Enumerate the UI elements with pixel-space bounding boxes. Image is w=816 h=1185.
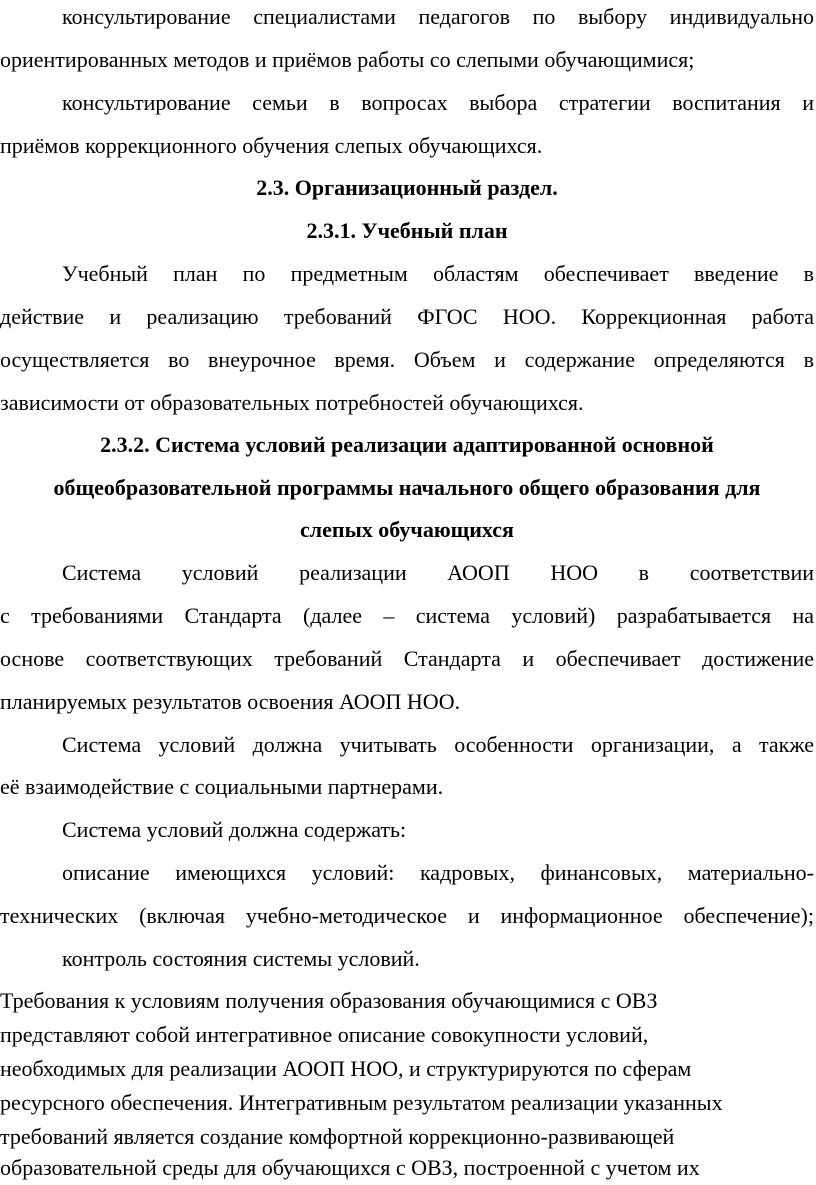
paragraph-line: консультирование семьи в вопросах выбора стратегии воспитания и (62, 90, 814, 115)
paragraph-line: Система условий реализации АООП НОО в соответствии (62, 560, 814, 585)
section-heading: 2.3. Организационный раздел. (256, 175, 558, 200)
paragraph-line: образовательной среды для обучающихся с ОВЗ, построенной с учетом их (0, 1155, 700, 1180)
paragraph-line: Учебный план по предметным областям обеспечивает введение в (62, 261, 814, 286)
paragraph-line: Система условий должна учитывать особенности организации, а также (62, 732, 814, 757)
paragraph-line: основе соответствующих требований Стандарта и обеспечивает достижение (0, 646, 814, 671)
paragraph-line: технических (включая учебно-методическое и информационное обеспечение); (0, 903, 814, 928)
paragraph-line: контроль состояния системы условий. (62, 946, 420, 971)
paragraph-line: требований является создание комфортной коррекционно-развивающей (0, 1124, 675, 1149)
subsection-heading: слепых обучающихся (300, 517, 514, 542)
subsection-heading: 2.3.2. Система условий реализации адаптированной основной (100, 432, 714, 457)
paragraph-line: ориентированных методов и приёмов работы со слепыми обучающимися; (0, 47, 695, 72)
paragraph-line: с требованиями Стандарта (далее – система условий) разрабатывается на (0, 603, 814, 628)
paragraph-line: её взаимодействие с социальными партнерами. (0, 774, 444, 799)
paragraph-line: ресурсного обеспечения. Интегративным результатом реализации указанных (0, 1090, 723, 1115)
paragraph-line: планируемых результатов освоения АООП НОО. (0, 689, 461, 714)
paragraph-line: осуществляется во внеурочное время. Объем и содержание определяются в (0, 347, 814, 372)
paragraph-line: представляют собой интегративное описание совокупности условий, (0, 1022, 649, 1047)
paragraph-line: необходимых для реализации АООП НОО, и структурируются по сферам (0, 1056, 692, 1081)
paragraph-line: Требования к условиям получения образования обучающимися с ОВЗ (0, 988, 658, 1013)
paragraph-line: зависимости от образовательных потребностей обучающихся. (0, 390, 584, 415)
subsection-heading: общеобразовательной программы начального общего образования для (53, 475, 761, 500)
subsection-heading: 2.3.1. Учебный план (306, 218, 508, 243)
paragraph-line: действие и реализацию требований ФГОС НОО. Коррекционная работа (0, 304, 814, 329)
paragraph-line: описание имеющихся условий: кадровых, финансовых, материально- (62, 860, 814, 885)
paragraph-line: консультирование специалистами педагогов по выбору индивидуально (62, 4, 814, 29)
paragraph-line: приёмов коррекционного обучения слепых обучающихся. (0, 133, 543, 158)
paragraph-line: Система условий должна содержать: (62, 817, 407, 842)
